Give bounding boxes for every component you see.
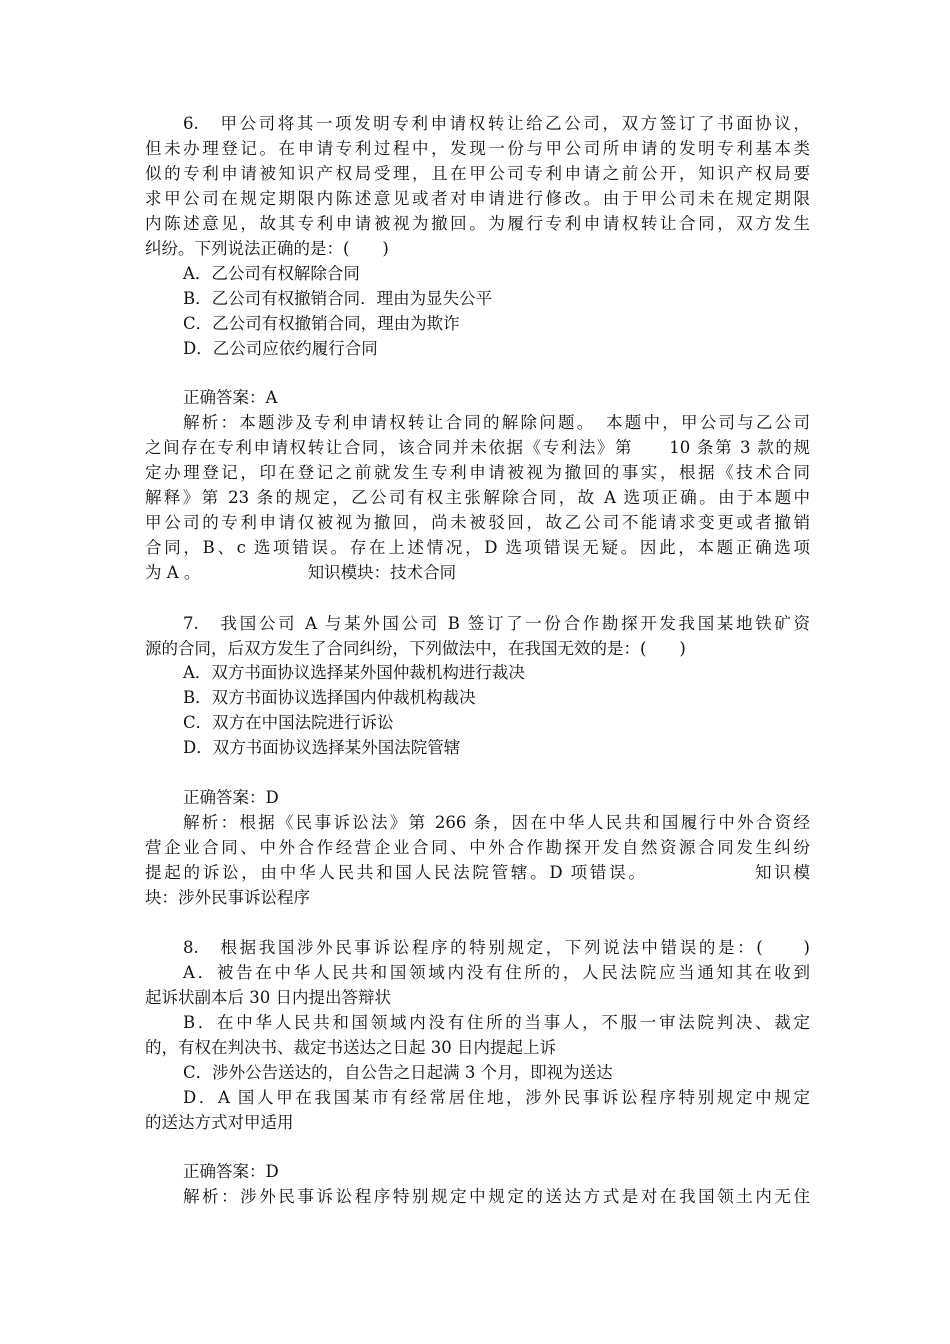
question-stem-line: 求甲公司在规定期限内陈述意见或者对申请进行修改。由于甲公司未在规定期限 bbox=[145, 189, 810, 208]
analysis-line: 提起的诉讼，由中华人民共和国人民法院管辖。D 项错误。 知识模 bbox=[145, 863, 810, 882]
question-stem-line: 6. 甲公司将其一项发明专利申请权转让给乙公司，双方签订了书面协议， bbox=[183, 114, 810, 133]
option-d: D．A 国人甲在我国某市有经常居住地，涉外民事诉讼程序特别规定中规定 bbox=[183, 1088, 810, 1107]
option-a-continued: 起诉状副本后 30 日内提出答辩状 bbox=[145, 988, 391, 1007]
question-stem-line: 7. 我国公司 A 与某外国公司 B 签订了一份合作勘探开发我国某地铁矿资 bbox=[183, 614, 810, 633]
question-stem-line: 纠纷。下列说法正确的是：( ) bbox=[145, 239, 389, 258]
option-c: C．乙公司有权撤销合同，理由为欺诈 bbox=[183, 314, 460, 333]
correct-answer: 正确答案：D bbox=[183, 788, 279, 807]
analysis-line: 解析：根据《民事诉讼法》第 266 条，因在中华人民共和国履行中外合资经 bbox=[183, 813, 810, 832]
option-d-continued: 的送达方式对甲适用 bbox=[145, 1113, 294, 1132]
analysis-line: 为 A 。 知识模块：技术合同 bbox=[145, 563, 457, 582]
analysis-line: 解释》第 23 条的规定，乙公司有权主张解除合同，故 A 选项正确。由于本题中 bbox=[145, 488, 810, 507]
option-c: C．涉外公告送达的，自公告之日起满 3 个月，即视为送达 bbox=[183, 1063, 613, 1082]
analysis-line: 定办理登记，印在登记之前就发生专利申请被视为撤回的事实，根据《技术合同 bbox=[145, 463, 810, 482]
analysis-line: 解析：涉外民事诉讼程序特别规定中规定的送达方式是对在我国领土内无住 bbox=[183, 1187, 810, 1206]
option-a: A．双方书面协议选择某外国仲裁机构进行裁决 bbox=[183, 663, 525, 682]
analysis-line: 解析：本题涉及专利申请权转让合同的解除问题。 本题中，甲公司与乙公司 bbox=[183, 413, 810, 432]
question-stem-line: 似的专利申请被知识产权局受理，且在甲公司专利申请之前公开，知识产权局要 bbox=[145, 164, 810, 183]
analysis-line: 甲公司的专利申请仅被视为撤回，尚未被驳回，故乙公司不能请求变更或者撤销 bbox=[145, 513, 810, 532]
option-b-continued: 的，有权在判决书、裁定书送达之日起 30 日内提起上诉 bbox=[145, 1038, 556, 1057]
question-stem-line: 内陈述意见，故其专利申请被视为撤回。为履行专利申请权转让合同，双方发生 bbox=[145, 214, 810, 233]
option-d: D．双方书面协议选择某外国法院管辖 bbox=[183, 738, 461, 757]
question-stem-line: 但未办理登记。在申请专利过程中，发现一份与甲公司所申请的发明专利基本类 bbox=[145, 139, 810, 158]
correct-answer: 正确答案：D bbox=[183, 1162, 279, 1181]
option-a: A．乙公司有权解除合同 bbox=[183, 264, 360, 283]
option-b: B．在中华人民共和国领域内没有住所的当事人，不服一审法院判决、裁定 bbox=[183, 1013, 810, 1032]
question-stem-line: 源的合同，后双方发生了合同纠纷，下列做法中，在我国无效的是：( ) bbox=[145, 639, 686, 658]
analysis-line: 块：涉外民事诉讼程序 bbox=[145, 888, 310, 907]
option-b: B．双方书面协议选择国内仲裁机构裁决 bbox=[183, 688, 476, 707]
analysis-line: 营企业合同、中外合作经营企业合同、中外合作勘探开发自然资源合同发生纠纷 bbox=[145, 838, 810, 857]
correct-answer: 正确答案：A bbox=[183, 388, 278, 407]
option-d: D．乙公司应依约履行合同 bbox=[183, 339, 378, 358]
option-b: B．乙公司有权撤销合同．理由为显失公平 bbox=[183, 289, 493, 308]
option-c: C．双方在中国法院进行诉讼 bbox=[183, 713, 394, 732]
analysis-line: 之间存在专利申请权转让合同，该合同并未依据《专利法》第 10 条第 3 款的规 bbox=[145, 438, 810, 457]
option-a: A．被告在中华人民共和国领域内没有住所的，人民法院应当通知其在收到 bbox=[183, 963, 810, 982]
question-stem-line: 8. 根据我国涉外民事诉讼程序的特别规定，下列说法中错误的是：( ) bbox=[183, 938, 810, 957]
analysis-line: 合同，B、c 选项错误。存在上述情况，D 选项错误无疑。因此，本题正确选项 bbox=[145, 538, 810, 557]
